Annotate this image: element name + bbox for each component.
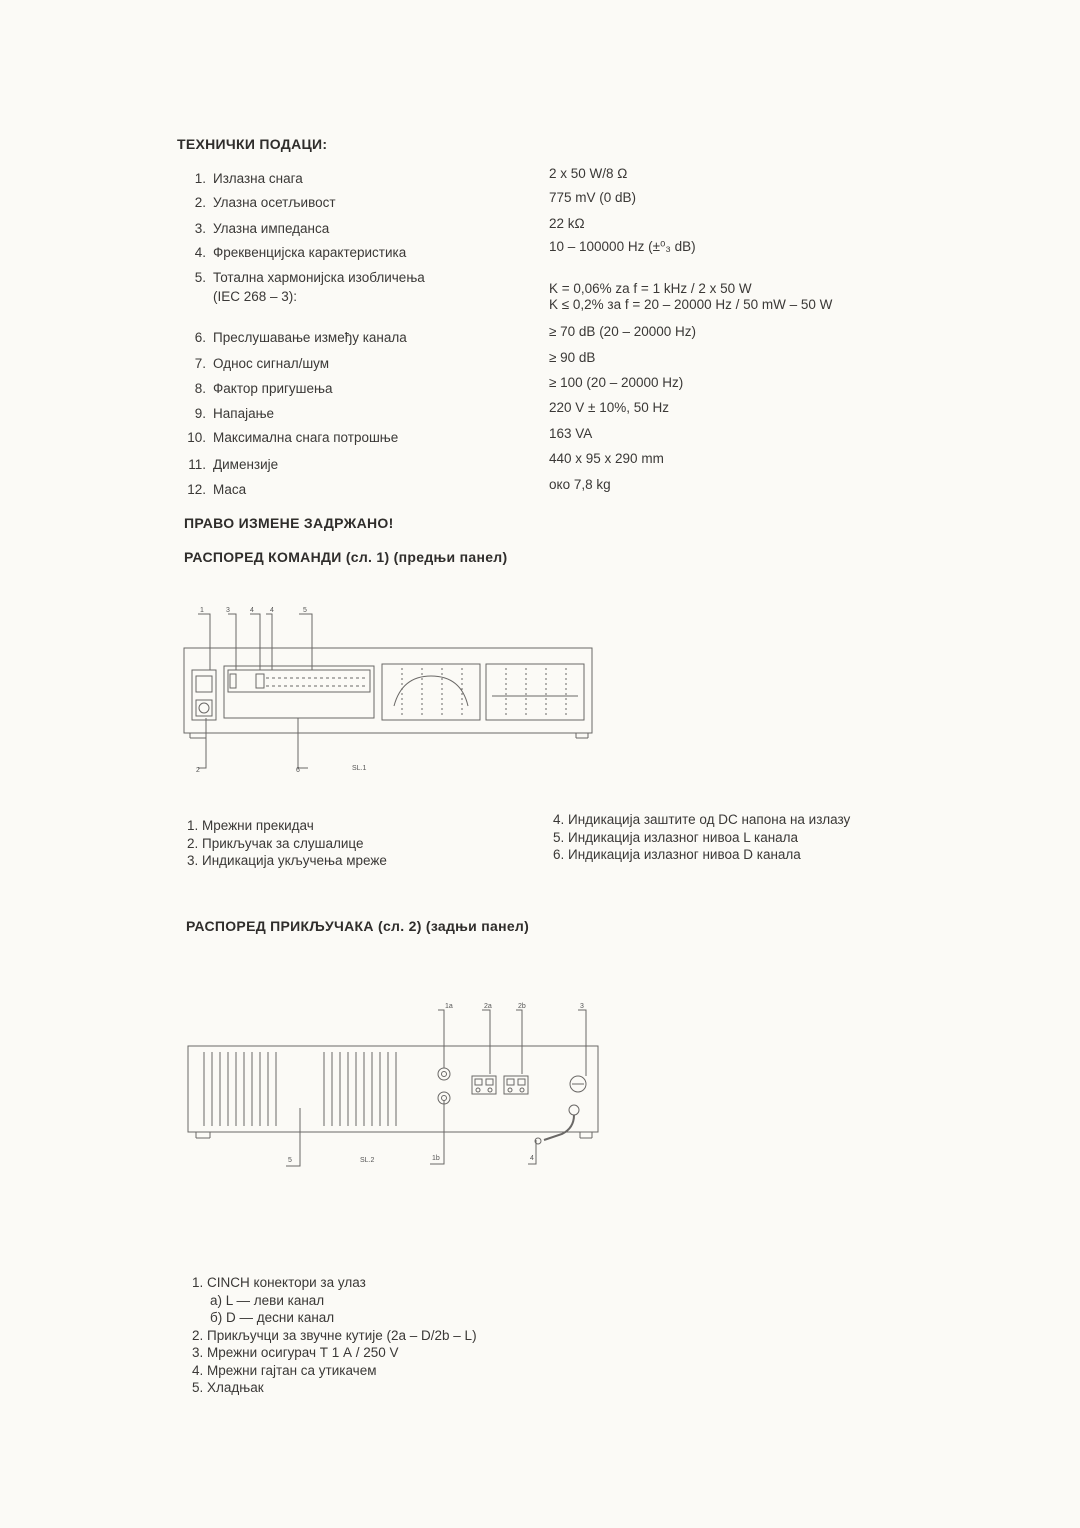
spec-value: ≥ 90 dB <box>549 350 596 365</box>
tech-title: ТЕХНИЧКИ ПОДАЦИ: <box>177 136 328 152</box>
spec-label-continued: (IEC 268 – 3): <box>213 289 298 304</box>
spec-value: ≥ 100 (20 – 20000 Hz) <box>549 375 684 390</box>
spec-num: 6. <box>194 330 206 345</box>
callout-2a: 2a <box>484 1003 492 1010</box>
spec-num: 4. <box>194 245 206 260</box>
callout-5: 5 <box>288 1157 292 1164</box>
spec-value: 220 V ± 10%, 50 Hz <box>549 400 669 415</box>
front-panel-title: РАСПОРЕД КОМАНДИ (сл. 1) (предњи панел) <box>184 549 508 565</box>
spec-label: Напајање <box>213 406 275 421</box>
spec-label: Фактор пригушења <box>213 381 333 396</box>
front-legend-right <box>553 811 850 864</box>
spec-value: 2 x 50 W/8 Ω <box>549 166 628 181</box>
spec-label: Однос сигнал/шум <box>213 356 330 371</box>
spec-row <box>186 356 329 371</box>
legend-item: 1. Мрежни прекидач <box>187 818 314 833</box>
front-panel-diagram <box>176 598 616 788</box>
callout-4: 4 <box>530 1155 534 1162</box>
figure-label-sl2: SL.2 <box>360 1157 375 1164</box>
callout-1: 1 <box>200 607 204 614</box>
callout-2b: 2b <box>518 1003 526 1010</box>
spec-label: Димензије <box>213 457 279 472</box>
spec-num: 8. <box>194 381 206 396</box>
spec-row <box>186 406 274 421</box>
spec-num: 10. <box>187 430 206 445</box>
spec-value-continued: K ≤ 0,2% за f = 20 – 20000 Hz / 50 mW – 50 W <box>549 297 833 312</box>
legend-item: 4. Индикација заштите од DC напона на излазу <box>553 812 851 827</box>
callout-6: 6 <box>296 767 300 774</box>
rear-legend <box>192 1274 477 1397</box>
legend-item: 2. Прикључци за звучне кутије (2a – D/2b – L) <box>192 1327 477 1343</box>
spec-num: 12. <box>187 482 206 497</box>
spec-row <box>186 221 329 236</box>
spec-label: Улазна осетљивост <box>213 195 336 210</box>
spec-num: 9. <box>194 406 206 421</box>
callout-3: 3 <box>580 1003 584 1010</box>
spec-row <box>186 457 278 472</box>
legend-subitem: а) L — леви канал <box>210 1292 325 1308</box>
spec-label: Фреквенцијска карактеристика <box>213 245 407 260</box>
spec-label: Маса <box>213 482 247 497</box>
legend-item: 5. Индикација излазног нивоа L канала <box>553 829 799 845</box>
spec-label: Тотална хармонијска изобличења <box>213 270 425 285</box>
spec-row-continued <box>213 289 297 304</box>
spec-num: 3. <box>194 221 206 236</box>
spec-num: 2. <box>194 195 206 210</box>
callout-4a: 4 <box>250 607 254 614</box>
callout-5: 5 <box>303 607 307 614</box>
spec-row <box>186 270 425 285</box>
spec-num: 11. <box>188 457 206 472</box>
spec-value: око 7,8 kg <box>549 477 611 492</box>
legend-subitem: б) D — десни канал <box>210 1310 335 1325</box>
spec-value: 775 mV (0 dB) <box>549 190 637 205</box>
spec-row <box>186 430 398 445</box>
spec-row <box>186 482 246 497</box>
spec-value: 163 VA <box>549 426 593 441</box>
rear-panel-diagram <box>182 996 612 1176</box>
spec-value: K = 0,06% za f = 1 kHz / 2 x 50 W <box>549 281 752 296</box>
spec-row <box>186 245 406 260</box>
callout-3: 3 <box>226 607 230 614</box>
spec-label: Преслушавање између канала <box>213 330 407 345</box>
spec-row <box>186 195 336 210</box>
spec-value: 440 x 95 x 290 mm <box>549 451 664 466</box>
reserved-notice: ПРАВО ИЗМЕНЕ ЗАДРЖАНО! <box>184 515 394 531</box>
rear-panel-title: РАСПОРЕД ПРИКЉУЧАКА (сл. 2) (задњи панел) <box>186 918 530 934</box>
spec-label: Излазна снага <box>213 171 303 186</box>
legend-item: 2. Прикључак за слушалице <box>187 835 364 851</box>
spec-value: 10 – 100000 Hz (±⁰₃ dB) <box>549 239 696 254</box>
legend-item: 3. Индикација укључења мреже <box>187 853 387 868</box>
front-legend-left <box>187 817 387 870</box>
callout-1a: 1a <box>445 1003 453 1010</box>
callout-4b: 4 <box>270 607 274 614</box>
legend-item: 3. Мрежни осигурач Т 1 А / 250 V <box>192 1345 399 1360</box>
spec-label: Улазна импеданса <box>213 221 330 236</box>
legend-item: 5. Хладњак <box>192 1380 264 1395</box>
spec-row <box>186 171 303 186</box>
spec-value: 22 kΩ <box>549 216 585 231</box>
spec-row <box>186 330 407 345</box>
figure-label-sl1: SL.1 <box>352 765 367 772</box>
legend-item: 6. Индикација излазног нивоа D канала <box>553 847 801 862</box>
legend-item: 1. CINCH конектори за улаз <box>192 1275 366 1290</box>
spec-row <box>186 381 332 396</box>
spec-num: 7. <box>194 356 206 371</box>
spec-num: 1. <box>194 171 206 186</box>
callout-1b: 1b <box>432 1155 440 1162</box>
spec-label: Максимална снага потрошње <box>213 430 399 445</box>
callout-2: 2 <box>196 767 200 774</box>
spec-num: 5. <box>194 270 206 285</box>
spec-value: ≥ 70 dB (20 – 20000 Hz) <box>549 324 696 339</box>
legend-item: 4. Мрежни гајтан са утикачем <box>192 1362 377 1378</box>
